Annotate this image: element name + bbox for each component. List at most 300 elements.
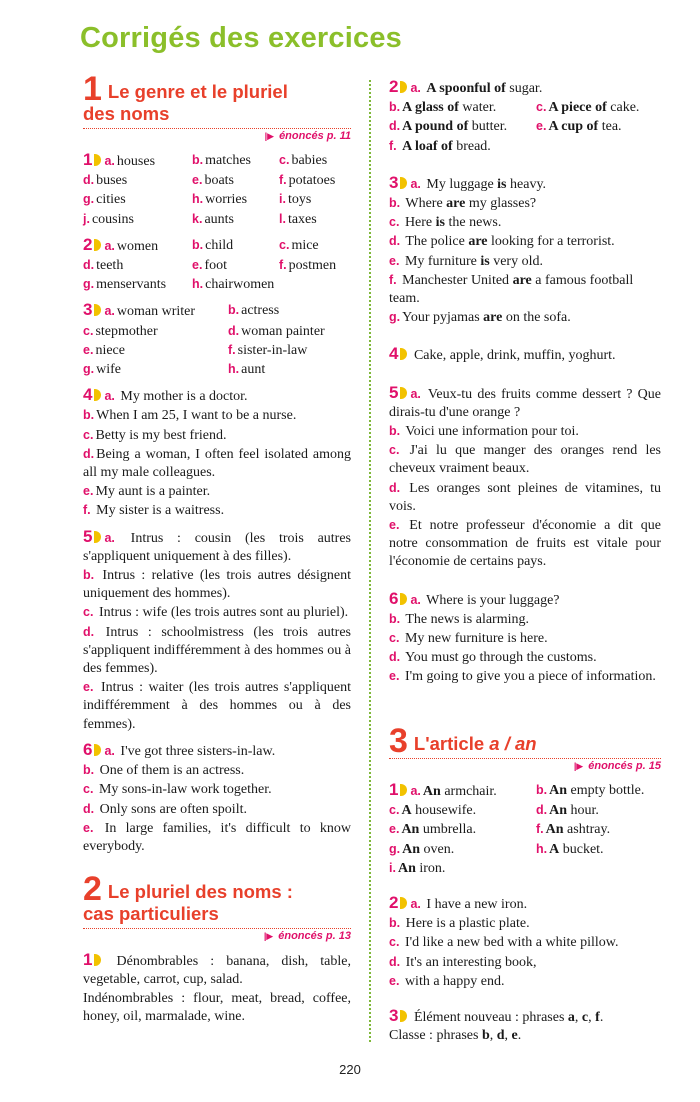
- item-letter: a.: [104, 743, 115, 758]
- right-column: [389, 77, 662, 1044]
- list-item: [389, 781, 532, 801]
- item-text: aunt: [241, 362, 266, 378]
- item-text: Here: [404, 215, 436, 231]
- list-item: [389, 345, 661, 365]
- list-item: [192, 236, 275, 256]
- item-bold: are: [483, 310, 503, 326]
- item-text: Voici une information pour toi.: [405, 424, 579, 440]
- item-text: my glasses?: [465, 196, 537, 212]
- half-circle-icon: [400, 897, 407, 909]
- list-item: [83, 275, 188, 294]
- item-bold: a: [567, 1010, 575, 1026]
- item-letter: h.: [192, 192, 204, 207]
- item-bold: are: [512, 272, 532, 288]
- item-letter: d.: [83, 624, 95, 639]
- list-item: [389, 1007, 661, 1027]
- list-item: [83, 482, 351, 501]
- item-text: cities: [96, 192, 126, 208]
- half-circle-icon: [94, 304, 101, 316]
- item-text: Intrus : cousin (les trois autres s'appliquent uniquement à des filles).: [83, 530, 352, 564]
- section-number: 2: [83, 870, 102, 909]
- list-item: [279, 171, 359, 190]
- exercise-reference: [83, 928, 351, 944]
- item-letter: d.: [389, 234, 401, 249]
- item-text: My sister is a waitress.: [96, 503, 225, 519]
- item-letter: e.: [83, 342, 94, 357]
- item-letter: c.: [389, 443, 400, 458]
- item-letter: c.: [83, 782, 94, 797]
- item-text: menservants: [96, 277, 167, 293]
- item-text: Classe : phrases: [389, 1028, 482, 1044]
- item-text: My new furniture is here.: [404, 631, 548, 647]
- item-text: tea.: [598, 119, 622, 135]
- list-item: [389, 953, 661, 972]
- list-item: [536, 820, 665, 839]
- list-item: [83, 951, 351, 989]
- exercise-number: 1: [83, 950, 93, 970]
- item-text: The news is alarming.: [405, 611, 529, 627]
- half-circle-icon: [94, 531, 101, 543]
- arrow-icon: |▶: [263, 931, 274, 942]
- exercise-1-1: [83, 151, 351, 229]
- item-text: stepmother: [95, 323, 158, 339]
- list-item: [389, 820, 532, 839]
- list-item: [389, 1027, 661, 1045]
- list-item: [389, 441, 661, 478]
- item-letter: c.: [83, 323, 94, 338]
- item-text: wife: [96, 362, 121, 378]
- item-text: Where is your luggage?: [426, 592, 560, 608]
- item-text: woman writer: [116, 304, 196, 320]
- exercise-number: 4: [83, 385, 93, 405]
- page-number: 220: [339, 1062, 361, 1077]
- list-item: [83, 603, 351, 622]
- item-text: women: [116, 238, 159, 254]
- item-letter: g.: [83, 192, 95, 207]
- exercise-1-5: [83, 528, 351, 734]
- item-text: My aunt is a painter.: [95, 484, 211, 500]
- item-bold: is: [480, 253, 490, 269]
- list-item: [83, 406, 351, 425]
- item-text: houses: [116, 154, 156, 169]
- item-letter: b.: [192, 153, 204, 167]
- item-bold: A pound of: [402, 119, 469, 135]
- item-text: armchair.: [440, 784, 497, 799]
- list-item: [279, 210, 359, 229]
- item-bold: b: [481, 1028, 490, 1044]
- item-bold: f: [595, 1010, 600, 1026]
- list-item: [83, 990, 351, 1026]
- item-letter: a.: [410, 897, 421, 912]
- exercise-2-5: [389, 384, 661, 572]
- item-letter: c.: [536, 100, 547, 115]
- item-letter: a.: [104, 304, 115, 319]
- item-text: empty bottle.: [567, 783, 645, 798]
- exercise-1-6: [83, 741, 351, 856]
- item-text: Intrus : relative (les trois autres désignent uniquement des hommes).: [83, 568, 351, 602]
- exercise-3-1: [389, 781, 661, 878]
- item-text: In large families, it's difficult to know everybody.: [83, 820, 351, 854]
- section-1-heading: [83, 70, 351, 125]
- item-text: child: [205, 237, 234, 253]
- list-item: [192, 190, 275, 209]
- list-item: [536, 98, 665, 117]
- item-letter: d.: [536, 803, 548, 818]
- list-item: [83, 741, 351, 761]
- list-item: [279, 256, 359, 275]
- item-text: toys: [287, 192, 312, 208]
- item-bold: An: [545, 822, 564, 838]
- item-letter: a.: [410, 784, 421, 798]
- list-item: [389, 914, 661, 933]
- list-item: [192, 256, 275, 275]
- item-bold: d: [496, 1028, 505, 1044]
- item-bold: A spoonful of: [426, 81, 506, 96]
- item-letter: e.: [83, 820, 94, 835]
- item-text: butter.: [468, 119, 508, 135]
- item-text: cousins: [91, 211, 134, 227]
- item-letter: b.: [83, 408, 95, 423]
- item-letter: h.: [228, 362, 240, 377]
- list-item: [389, 840, 532, 859]
- item-letter: c.: [279, 153, 290, 167]
- item-text: postmen: [288, 258, 337, 274]
- exercise-number: 2: [389, 77, 399, 96]
- item-bold: are: [468, 234, 488, 250]
- item-text: bread.: [452, 138, 491, 154]
- item-text: housewife.: [411, 803, 477, 819]
- half-circle-icon: [400, 81, 407, 93]
- item-letter: b.: [83, 763, 95, 778]
- item-text: J'ai lu que manger des oranges rend les cheveux vraiment beaux.: [389, 443, 662, 477]
- item-letter: e.: [389, 253, 400, 268]
- item-letter: e.: [389, 518, 400, 533]
- list-item: [228, 360, 355, 379]
- list-item: [228, 341, 355, 360]
- item-letter: b.: [83, 568, 95, 583]
- exercise-number: 4: [389, 344, 399, 364]
- item-letter: e.: [83, 484, 94, 499]
- half-circle-icon: [400, 1010, 407, 1022]
- item-text: the news.: [444, 215, 502, 231]
- item-text: matches: [205, 153, 251, 168]
- item-letter: b.: [536, 783, 548, 797]
- list-item: [83, 190, 188, 209]
- section-1: [83, 70, 352, 856]
- half-circle-icon: [94, 744, 101, 756]
- list-item: [389, 308, 661, 327]
- exercise-2-6: [389, 590, 661, 687]
- section-number: 1: [83, 70, 102, 108]
- exercise-2-1: [83, 951, 351, 1026]
- list-item: [83, 678, 351, 734]
- item-bold: An: [549, 803, 568, 819]
- item-bold: A: [549, 841, 560, 857]
- exercise-number: 2: [389, 893, 399, 913]
- item-bold: are: [446, 196, 466, 212]
- item-text: oven.: [420, 841, 455, 857]
- item-text: potatoes: [288, 173, 336, 189]
- list-item: [389, 516, 661, 572]
- item-bold: is: [435, 215, 445, 231]
- exercise-number: 1: [389, 780, 399, 799]
- item-text: sugar.: [505, 81, 543, 96]
- section-3: [389, 722, 661, 1045]
- item-text: Indénombrables : flour, meat, bread, coffee, honey, oil, marmalade, wine.: [83, 990, 351, 1024]
- section-title-line1: Le pluriel des noms :: [107, 881, 293, 903]
- item-letter: d.: [83, 258, 95, 273]
- item-letter: b.: [389, 916, 401, 931]
- item-bold: A glass of: [402, 100, 459, 116]
- list-item: [389, 194, 661, 213]
- item-text: Your pyjamas: [402, 310, 484, 326]
- item-letter: d.: [389, 650, 401, 665]
- item-text: a famous football team.: [389, 272, 634, 307]
- item-text: bucket.: [559, 841, 604, 857]
- exercise-number: 6: [389, 588, 399, 608]
- list-item: [389, 252, 661, 271]
- item-text: mice: [291, 237, 319, 253]
- exercise-1-4: [83, 386, 351, 520]
- item-text: Élément nouveau : phrases: [413, 1010, 568, 1026]
- item-text: on the sofa.: [502, 310, 571, 326]
- item-bold: An: [401, 822, 420, 838]
- item-letter: f.: [279, 173, 287, 188]
- item-text: with a happy end.: [404, 973, 505, 989]
- list-item: [389, 648, 661, 667]
- section-3-heading: [389, 722, 661, 760]
- item-letter: c.: [389, 803, 400, 818]
- item-text: My mother is a doctor.: [120, 389, 248, 405]
- item-text: You must go through the customs.: [405, 650, 597, 666]
- list-item: [83, 360, 224, 379]
- list-item: [389, 384, 661, 422]
- item-letter: d.: [389, 480, 401, 495]
- list-item: [83, 566, 351, 603]
- item-letter: g.: [83, 277, 95, 292]
- item-letter: d.: [83, 801, 95, 816]
- item-letter: l.: [279, 211, 286, 226]
- list-item: [389, 213, 661, 232]
- exercise-number: 6: [83, 739, 93, 759]
- list-item: [83, 386, 351, 406]
- half-circle-icon: [400, 177, 407, 189]
- exercise-number: 3: [389, 172, 399, 192]
- list-item: [389, 667, 661, 686]
- item-text: Dénombrables : banana, dish, table, vegetable, carrot, cup, salad.: [83, 954, 351, 988]
- list-item: [192, 151, 275, 171]
- exercise-2-3: [389, 174, 661, 328]
- list-item: [389, 232, 661, 251]
- list-item: [83, 623, 351, 679]
- section-title-line1: Le genre et le pluriel: [107, 81, 288, 102]
- list-item: [389, 117, 532, 136]
- item-letter: c.: [279, 237, 290, 252]
- list-item: [536, 840, 665, 859]
- item-letter: e.: [389, 669, 400, 684]
- item-letter: c.: [389, 631, 400, 646]
- list-item: [536, 781, 665, 801]
- list-item: [83, 341, 224, 360]
- list-item: [228, 301, 355, 321]
- item-letter: d.: [389, 119, 401, 134]
- exercise-number: 2: [83, 234, 93, 254]
- exercise-reference: [389, 758, 661, 774]
- item-text: I've got three sisters-in-law.: [120, 743, 276, 759]
- list-item: [389, 590, 661, 610]
- item-text: Intrus : waiter (les trois autres s'appliquent indifféremment à des hommes ou à des femmes).: [83, 680, 352, 732]
- item-text: Manchester United: [402, 272, 513, 288]
- list-item: [389, 174, 661, 194]
- item-text: looking for a terrorist.: [487, 234, 615, 250]
- item-text: actress: [241, 303, 280, 319]
- exercise-reference: [83, 128, 351, 144]
- item-text: ,: [489, 1028, 497, 1044]
- section-2: [83, 870, 351, 1026]
- item-text: .: [517, 1028, 522, 1044]
- list-item: [279, 190, 359, 209]
- exercise-1-3: [83, 301, 351, 379]
- item-text: Being a woman, I often feel isolated among all my male colleagues.: [83, 446, 351, 481]
- item-text: Et notre professeur d'économie a dit que notre consommation de fruits est vitale pour l'économie de certains pays.: [389, 518, 661, 570]
- exercise-number: 5: [83, 526, 93, 546]
- item-bold: An: [422, 784, 441, 799]
- item-letter: e.: [83, 680, 94, 695]
- half-circle-icon: [94, 239, 101, 251]
- item-text: chairwomen: [205, 277, 275, 293]
- list-item: [83, 780, 351, 799]
- exercise-number: 3: [389, 1006, 399, 1026]
- item-text: Intrus : wife (les trois autres sont au pluriel).: [98, 605, 349, 621]
- item-text: hour.: [567, 803, 599, 819]
- item-letter: e.: [192, 258, 203, 273]
- half-circle-icon: [400, 593, 407, 605]
- list-item: [83, 322, 224, 341]
- item-letter: f.: [389, 272, 397, 287]
- item-text: When I am 25, I want to be a nurse.: [96, 408, 297, 424]
- list-item: [389, 78, 661, 98]
- list-item: [389, 894, 661, 914]
- item-text: Veux-tu des fruits comme dessert ? Que dirais-tu d'une orange ?: [389, 386, 661, 420]
- item-letter: i.: [279, 192, 286, 207]
- item-bold: c: [581, 1010, 589, 1026]
- item-text: iron.: [415, 860, 446, 876]
- item-letter: a.: [104, 389, 115, 404]
- item-text: ashtray.: [563, 822, 611, 838]
- item-text: I have a new iron.: [426, 897, 528, 913]
- half-circle-icon: [94, 389, 101, 401]
- item-letter: a.: [104, 238, 115, 253]
- list-item: [83, 301, 224, 321]
- reference-label: énoncés p. 11: [279, 130, 351, 142]
- item-letter: c.: [83, 427, 94, 442]
- item-text: ,: [588, 1010, 596, 1026]
- exercise-number: 1: [83, 150, 93, 169]
- item-text: Intrus : schoolmistress (les trois autres s'appliquent indifféremment à des hommes ou à des femmes).: [83, 624, 351, 677]
- item-text: ,: [504, 1028, 512, 1044]
- item-letter: d.: [228, 323, 240, 338]
- item-text: My furniture: [404, 253, 481, 269]
- list-item: [83, 236, 188, 256]
- list-item: [389, 972, 661, 991]
- list-item: [389, 479, 661, 516]
- item-text: Only sons are often spoilt.: [99, 801, 247, 817]
- item-bold: A loaf of: [402, 138, 453, 154]
- item-text: I'd like a new bed with a white pillow.: [404, 935, 619, 951]
- list-item: [536, 801, 665, 820]
- item-text: I'm going to give you a piece of information.: [404, 669, 656, 685]
- item-letter: d.: [83, 173, 95, 188]
- list-item: [279, 236, 359, 256]
- list-item: [83, 445, 351, 482]
- half-circle-icon: [94, 154, 101, 166]
- item-text: sister-in-law: [237, 342, 308, 358]
- item-letter: b.: [389, 100, 401, 115]
- item-letter: i.: [389, 860, 396, 875]
- item-bold: A: [401, 803, 412, 819]
- list-item: [389, 933, 661, 952]
- item-bold: A cup of: [548, 119, 599, 135]
- item-letter: a.: [104, 154, 115, 168]
- page-title: Corrigés des exercices: [80, 22, 402, 54]
- item-text: Cake, apple, drink, muffin, yoghurt.: [413, 348, 616, 364]
- section-title-line2: des noms: [83, 103, 170, 124]
- item-letter: a.: [410, 176, 421, 191]
- list-item: [83, 256, 188, 275]
- list-item: [389, 422, 661, 441]
- reference-label: énoncés p. 13: [278, 930, 351, 943]
- item-bold: is: [497, 176, 507, 192]
- item-letter: b.: [389, 611, 401, 626]
- item-letter: f.: [83, 503, 91, 518]
- item-letter: j.: [83, 211, 90, 226]
- list-item: [192, 210, 275, 229]
- item-letter: h.: [536, 841, 548, 856]
- section-title-line2: cas particuliers: [83, 903, 219, 925]
- list-item: [536, 117, 665, 136]
- item-text: The police: [405, 234, 469, 250]
- item-letter: g.: [83, 362, 95, 377]
- section-title-italic: a / an: [489, 733, 537, 754]
- item-letter: c.: [389, 215, 400, 230]
- item-bold: An: [397, 860, 416, 876]
- list-item: [279, 151, 359, 171]
- item-text: teeth: [96, 258, 124, 274]
- item-text: buses: [96, 173, 128, 189]
- item-text: babies: [291, 153, 328, 168]
- exercise-1-2: [83, 236, 351, 295]
- list-item: [389, 629, 661, 648]
- item-text: Where: [405, 196, 447, 212]
- item-letter: f.: [228, 342, 236, 357]
- list-item: [192, 171, 275, 190]
- item-letter: e.: [389, 822, 400, 837]
- list-item: [83, 761, 351, 780]
- item-letter: b.: [389, 424, 401, 439]
- list-item: [389, 801, 532, 820]
- exercise-2-2: [389, 78, 661, 156]
- item-text: taxes: [287, 211, 317, 227]
- item-text: heavy.: [506, 176, 547, 192]
- item-letter: e.: [389, 973, 400, 988]
- item-letter: a.: [410, 386, 421, 401]
- item-text: boats: [204, 173, 234, 189]
- item-letter: b.: [192, 237, 204, 252]
- item-bold: e: [511, 1028, 518, 1044]
- item-letter: c.: [83, 605, 94, 620]
- item-letter: e.: [536, 119, 547, 134]
- item-letter: b.: [228, 303, 240, 318]
